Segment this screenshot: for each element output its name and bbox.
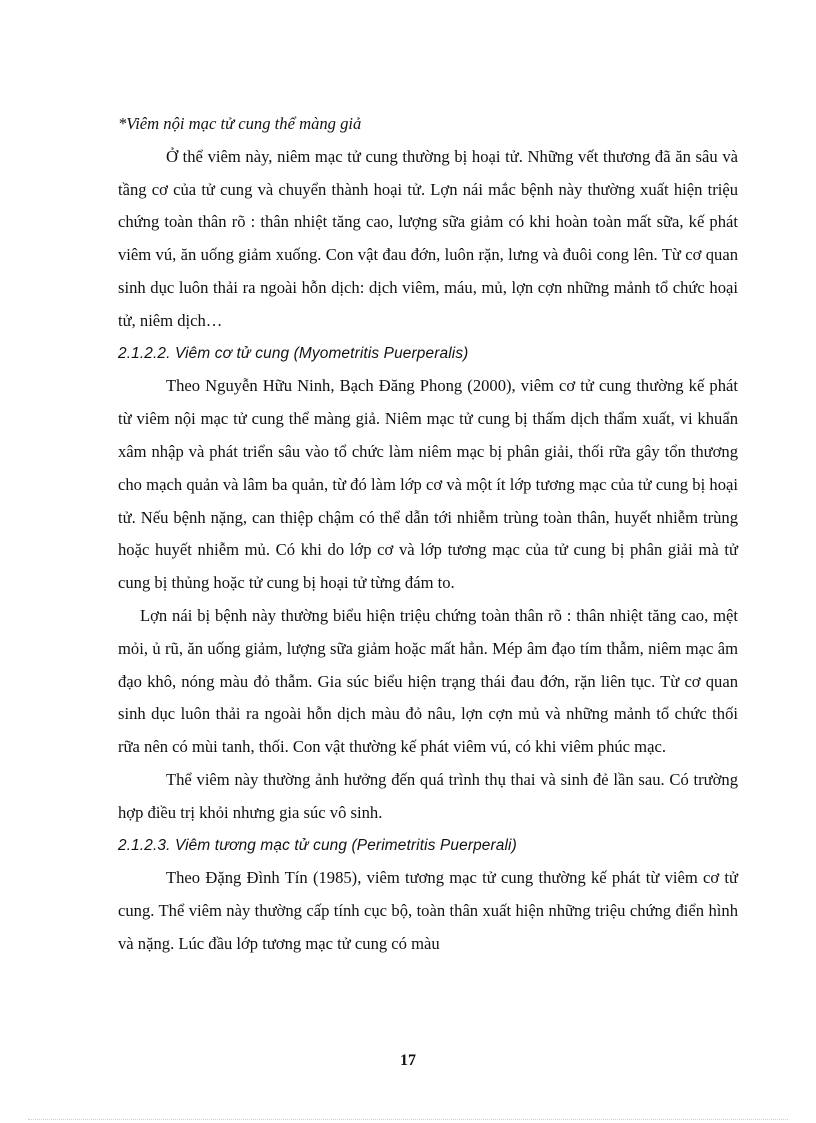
- footer-divider: [28, 1119, 788, 1120]
- paragraph-myometritis-1: Theo Nguyễn Hữu Ninh, Bạch Đăng Phong (2000), viêm cơ tử cung thường kế phát từ viêm nội mạc tử cung thể màng giả. Niêm mạc tử cung bị thấm dịch thẩm xuất, vi khuẩn xâm nhập và phát triển sâu vào tổ chức làm niêm mạc bị phân giải, thối rữa gây tổn thương cho mạch quản và lâm ba quản, từ đó làm lớp cơ và một ít lớp tương mạc của tử cung bị hoại tử. Nếu bệnh nặng, can thiệp chậm có thể dẫn tới nhiễm trùng toàn thân, huyết nhiễm trùng hoặc huyết nhiễm mủ. Có khi do lớp cơ và lớp tương mạc của tử cung bị phân giải mà tử cung bị thủng hoặc tử cung bị hoại tử từng đám to.: [118, 376, 738, 593]
- section-heading-pseudomembranous: *Viêm nội mạc tử cung thể màng giả: [118, 114, 362, 133]
- section-heading-perimetritis: 2.1.2.3. Viêm tương mạc tử cung (Perimetritis Puerperali): [118, 836, 517, 854]
- document-body: [118, 108, 738, 961]
- page-number: 17: [400, 1052, 416, 1069]
- paragraph-myometritis-2: Lợn nái bị bệnh này thường biểu hiện triệu chứng toàn thân rõ : thân nhiệt tăng cao, mệt mỏi, ủ rũ, ăn uống giảm, lượng sữa giảm hoặc mất hẳn. Mép âm đạo tím thẫm, niêm mạc âm đạo khô, nóng màu đỏ thẫm. Gia súc biểu hiện trạng thái đau đớn, rặn liên tục. Từ cơ quan sinh dục luôn thải ra ngoài hỗn dịch màu đỏ nâu, lợn cợn mủ và những mảnh tổ chức thối rữa nên có mùi tanh, thối. Con vật thường kế phát viêm vú, có khi viêm phúc mạc.: [118, 605, 738, 757]
- paragraph-pseudomembranous: Ở thể viêm này, niêm mạc tử cung thường bị hoại tử. Những vết thương đã ăn sâu và tầng cơ của tử cung và chuyển thành hoại tử. Lợn nái mắc bệnh này thường xuất hiện triệu chứng toàn thân rõ : thân nhiệt tăng cao, lượng sữa giảm có khi hoàn toàn mất sữa, kế phát viêm vú, ăn uống giảm xuống. Con vật đau đớn, luôn rặn, lưng và đuôi cong lên. Từ cơ quan sinh dục luôn thải ra ngoài hỗn dịch: dịch viêm, máu, mủ, lợn cợn những mảnh tổ chức hoại tử, niêm dịch…: [118, 146, 738, 330]
- paragraph-myometritis-3: Thể viêm này thường ảnh hưởng đến quá trình thụ thai và sinh đẻ lần sau. Có trường hợp điều trị khỏi nhưng gia súc vô sinh.: [118, 769, 738, 822]
- section-heading-myometritis: 2.1.2.2. Viêm cơ tử cung (Myometritis Puerperalis): [118, 344, 469, 362]
- paragraph-perimetritis: Theo Đặng Đình Tín (1985), viêm tương mạc tử cung thường kế phát từ viêm cơ tử cung. Thể viêm này thường cấp tính cục bộ, toàn thân xuất hiện những triệu chứng điển hình và nặng. Lúc đầu lớp tương mạc tử cung có màu: [118, 868, 738, 953]
